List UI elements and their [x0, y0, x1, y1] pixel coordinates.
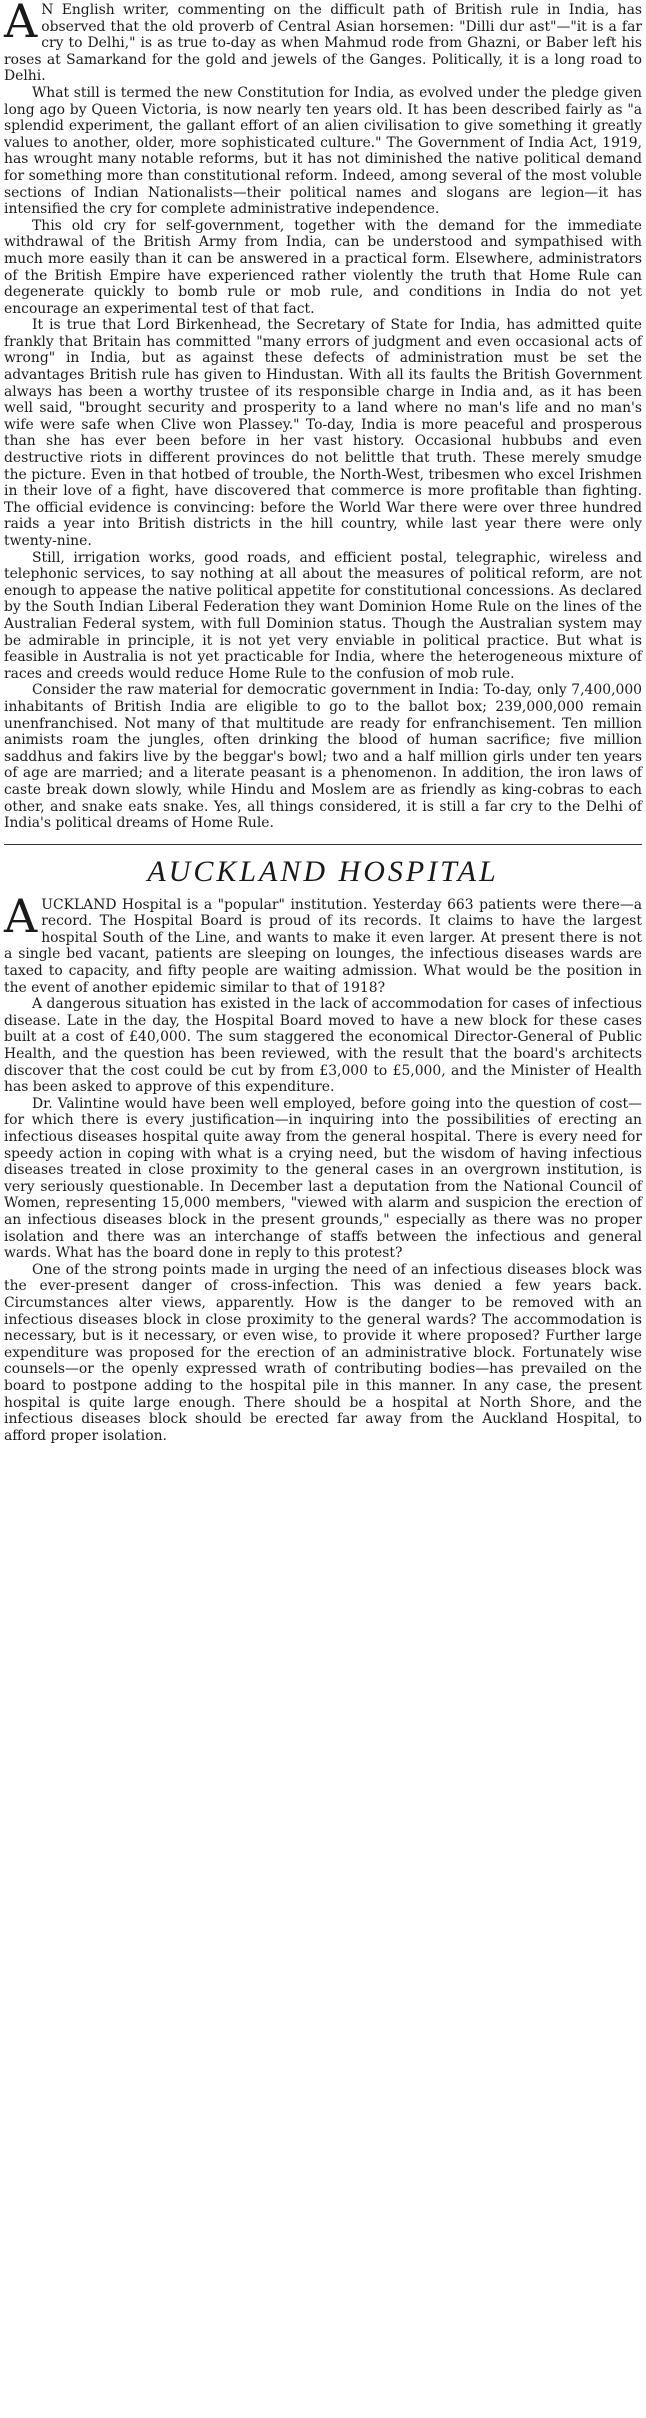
newspaper-column	[4, 2, 642, 1444]
paragraph-text: N English writer, commenting on the difficult path of British rule in India, has observed that the old proverb of Central Asian horsemen: "Dilli dur ast"—"it is a far cry to Delhi," is as true to-day as when Mahmud rode from Ghazni, or Baber left his roses at Samarkand for the gold and jewels of the Ganges. Politically, it is a long road to Delhi.	[4, 2, 642, 85]
drop-cap: A	[4, 888, 38, 943]
article-heading: AUCKLAND HOSPITAL	[4, 844, 642, 889]
paragraph-text: UCKLAND Hospital is a "popular" institution. Yesterday 663 patients were there—a record. The Hospital Board is proud of its records. It claims to have the largest hospital South of the Line, and wants to make it even larger. At present there is not a single bed vacant, patients are sleeping on lounges, the infectious diseases wards are taxed to capacity, and fifty people are waiting admission. What would be the position in the event of another epidemic similar to that of 1918?	[4, 896, 642, 996]
drop-cap: A	[4, 0, 38, 48]
article-paragraph: It is true that Lord Birkenhead, the Secretary of State for India, has admitted quite frankly that Britain has committed "many errors of judgment and even occasional acts of wrong" in India, but as against these defects of administration must be set the advantages British rule has given to Hindustan. With all its faults the British Government always has been a worthy trustee of its responsible charge in India and, as it has been well said, "brought security and prosperity to a land where no man's life and no man's wife were safe when Clive won Plassey." To-day, India is more peaceful and prosperous than she has ever been before in her vast history. Occasional hubbubs and even destructive riots in different provinces do not belittle that truth. These merely smudge the picture. Even in that hotbed of trouble, the North-West, tribesmen who excel Irishmen in their love of a fight, have discovered that commerce is more profitable than fighting. The official evidence is convincing: before the World War there were over three hundred raids a year into British districts in the hill country, while last year there were only twenty-nine.	[4, 317, 642, 549]
article-paragraph: Still, irrigation works, good roads, and efficient postal, telegraphic, wireless and telephonic services, to say nothing at all about the measures of political reform, are not enough to appease the native political appetite for constitutional concessions. As declared by the South Indian Liberal Federation they want Dominion Home Rule on the lines of the Australian Federal system, with full Dominion status. Though the Australian system may be admirable in principle, it is not yet very enviable in political practice. But what is feasible in Australia is not yet practicable for India, where the heterogeneous mixture of races and creeds would reduce Home Rule to the confusion of mob rule.	[4, 549, 642, 682]
article-paragraph	[4, 888, 642, 997]
article-paragraph: Dr. Valintine would have been well employed, before going into the question of cost—for which there is every justification—in inquiring into the possibilities of erecting an infectious diseases hospital quite away from the general hospital. There is every need for speedy action in coping with what is a crying need, but the wisdom of having infectious diseases treated in close proximity to the general cases in an overgrown institution, is very seriously questionable. In December last a deputation from the National Council of Women, representing 15,000 members, "viewed with alarm and suspicion the erection of an infectious diseases block in the present grounds," especially as there was no proper isolation and there was an interchange of staffs between the infectious and general wards. What has the board done in reply to this protest?	[4, 1095, 642, 1262]
article-paragraph: A dangerous situation has existed in the lack of accommodation for cases of infectious disease. Late in the day, the Hospital Board moved to have a new block for these cases built at a cost of £40,000. The sum staggered the economical Director-General of Public Health, and the question has been reviewed, with the result that the board's architects discover that the cost could be cut by from £3,000 to £5,000, and the Minister of Health has been asked to approve of this expenditure.	[4, 996, 642, 1096]
article-paragraph: What still is termed the new Constitution for India, as evolved under the pledge given long ago by Queen Victoria, is now nearly ten years old. It has been described fairly as "a splendid experiment, the gallant effort of an alien civilisation to give something it greatly values to another, older, more sophisticated culture." The Government of India Act, 1919, has wrought many notable reforms, but it has not diminished the native political demand for something more than constitutional reform. Indeed, among several of the most voluble sections of Indian Nationalists—their political names and slogans are legion—it has intensified the cry for complete administrative independence.	[4, 84, 642, 218]
article-paragraph	[4, 2, 642, 85]
article-india	[4, 2, 642, 832]
article-auckland-hospital	[4, 888, 642, 1445]
article-paragraph: Consider the raw material for democratic government in India: To-day, only 7,400,000 inhabitants of British India are eligible to go to the ballot box; 239,000,000 remain unenfranchised. Not many of that multitude are ready for enfranchisement. Ten million animists roam the jungles, often drinking the blood of human sacrifice; five million saddhus and fakirs live by the beggar's bowl; two and a half million girls under ten years of age are married; and a literate peasant is a phenomenon. In addition, the iron laws of caste break down slowly, while Hindu and Moslem are as friendly as king-cobras to each other, and snake eats snake. Yes, all things considered, it is still a far cry to the Delhi of India's political dreams of Home Rule.	[4, 682, 642, 832]
article-paragraph: This old cry for self-government, together with the demand for the immediate withdrawal of the British Army from India, can be understood and sympathised with much more easily than it can be answered in a practical form. Elsewhere, administrators of the British Empire have experienced rather violently the truth that Home Rule can degenerate quickly to bomb rule or mob rule, and conditions in India do not yet encourage an experimental test of that fact.	[4, 217, 642, 317]
article-paragraph: One of the strong points made in urging the need of an infectious diseases block was the ever-present danger of cross-infection. This was denied a few years back. Circumstances alter views, apparently. How is the danger to be removed with an infectious diseases block in close proximity to the general wards? The accommodation is necessary, but is it necessary, or even wise, to provide it where proposed? Further large expenditure was proposed for the erection of an administrative block. Fortunately wise counsels—or the openly expressed wrath of contributing bodies—has prevailed on the board to postpone adding to the hospital pile in this manner. In any case, the present hospital is quite large enough. There should be a hospital at North Shore, and the infectious diseases block should be erected far away from the Auckland Hospital, to afford proper isolation.	[4, 1261, 642, 1444]
